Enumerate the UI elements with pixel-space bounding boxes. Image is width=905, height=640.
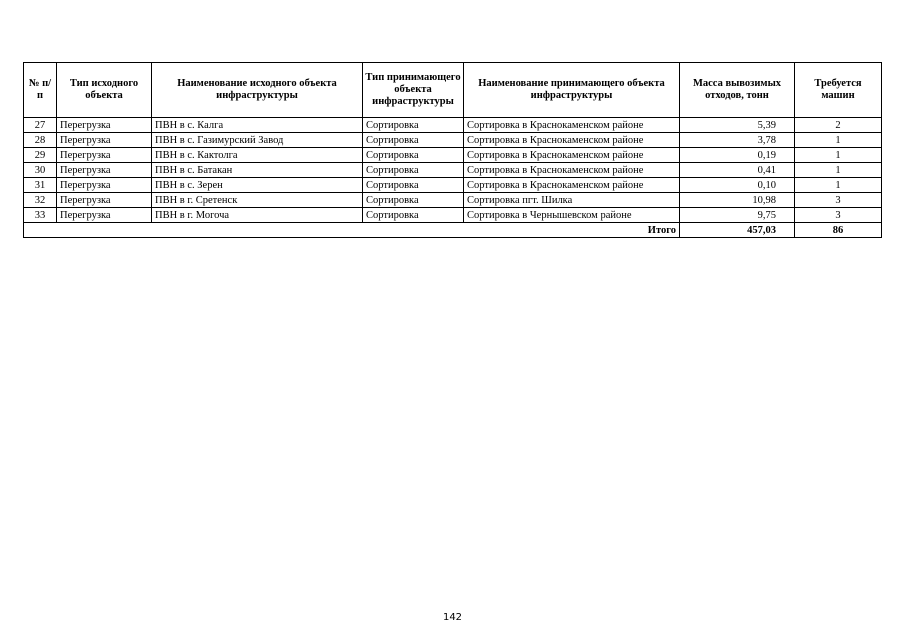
cell-waste-mass: 0,10 xyxy=(680,178,795,193)
cell-receiver-type: Сортировка xyxy=(363,163,464,178)
cell-source-name: ПВН в г. Могоча xyxy=(152,208,363,223)
cell-source-name: ПВН в с. Газимурский Завод xyxy=(152,133,363,148)
cell-waste-mass: 0,41 xyxy=(680,163,795,178)
cell-source-type: Перегрузка xyxy=(57,193,152,208)
header-source-type: Тип исходного объекта xyxy=(57,63,152,118)
cell-number: 27 xyxy=(24,118,57,133)
table-row xyxy=(24,118,882,133)
cell-source-name: ПВН в с. Калга xyxy=(152,118,363,133)
cell-machines: 2 xyxy=(795,118,882,133)
cell-receiver-name: Сортировка пгт. Шилка xyxy=(464,193,680,208)
cell-machines: 1 xyxy=(795,163,882,178)
cell-receiver-name: Сортировка в Краснокаменском районе xyxy=(464,118,680,133)
cell-receiver-type: Сортировка xyxy=(363,193,464,208)
cell-machines: 3 xyxy=(795,208,882,223)
cell-machines: 1 xyxy=(795,148,882,163)
cell-source-name: ПВН в с. Батакан xyxy=(152,163,363,178)
cell-source-name: ПВН в с. Кактолга xyxy=(152,148,363,163)
table-row xyxy=(24,193,882,208)
table-row xyxy=(24,133,882,148)
cell-source-type: Перегрузка xyxy=(57,163,152,178)
cell-waste-mass: 3,78 xyxy=(680,133,795,148)
cell-waste-mass: 9,75 xyxy=(680,208,795,223)
cell-source-type: Перегрузка xyxy=(57,178,152,193)
cell-receiver-type: Сортировка xyxy=(363,208,464,223)
table-total-row xyxy=(24,223,882,238)
cell-receiver-type: Сортировка xyxy=(363,148,464,163)
header-receiver-name: Наименование принимающего объекта инфраструктуры xyxy=(464,63,680,118)
cell-source-name: ПВН в г. Сретенск xyxy=(152,193,363,208)
cell-machines: 3 xyxy=(795,193,882,208)
header-source-name: Наименование исходного объекта инфраструктуры xyxy=(152,63,363,118)
total-machines: 86 xyxy=(795,223,882,238)
cell-receiver-name: Сортировка в Краснокаменском районе xyxy=(464,178,680,193)
total-label: Итого xyxy=(24,223,680,238)
total-mass: 457,03 xyxy=(680,223,795,238)
table-row xyxy=(24,163,882,178)
page-number: 142 xyxy=(442,612,463,623)
cell-source-type: Перегрузка xyxy=(57,133,152,148)
cell-number: 28 xyxy=(24,133,57,148)
cell-waste-mass: 0,19 xyxy=(680,148,795,163)
header-receiver-type: Тип принимающего объекта инфраструктуры xyxy=(363,63,464,118)
cell-waste-mass: 10,98 xyxy=(680,193,795,208)
cell-source-type: Перегрузка xyxy=(57,208,152,223)
cell-receiver-name: Сортировка в Краснокаменском районе xyxy=(464,163,680,178)
cell-machines: 1 xyxy=(795,178,882,193)
cell-number: 31 xyxy=(24,178,57,193)
waste-transport-table xyxy=(23,62,882,238)
header-number: № п/п xyxy=(24,63,57,118)
cell-source-type: Перегрузка xyxy=(57,148,152,163)
cell-receiver-name: Сортировка в Краснокаменском районе xyxy=(464,148,680,163)
cell-receiver-type: Сортировка xyxy=(363,133,464,148)
cell-source-name: ПВН в с. Зерен xyxy=(152,178,363,193)
cell-receiver-type: Сортировка xyxy=(363,178,464,193)
table-row xyxy=(24,208,882,223)
header-waste-mass: Масса вывозимых отходов, тонн xyxy=(680,63,795,118)
cell-receiver-name: Сортировка в Чернышевском районе xyxy=(464,208,680,223)
cell-number: 29 xyxy=(24,148,57,163)
cell-number: 30 xyxy=(24,163,57,178)
table-header-row xyxy=(24,63,882,118)
table-row xyxy=(24,148,882,163)
cell-receiver-name: Сортировка в Краснокаменском районе xyxy=(464,133,680,148)
cell-number: 32 xyxy=(24,193,57,208)
cell-waste-mass: 5,39 xyxy=(680,118,795,133)
table-row xyxy=(24,178,882,193)
cell-machines: 1 xyxy=(795,133,882,148)
header-machines: Требуется машин xyxy=(795,63,882,118)
cell-receiver-type: Сортировка xyxy=(363,118,464,133)
cell-source-type: Перегрузка xyxy=(57,118,152,133)
cell-number: 33 xyxy=(24,208,57,223)
